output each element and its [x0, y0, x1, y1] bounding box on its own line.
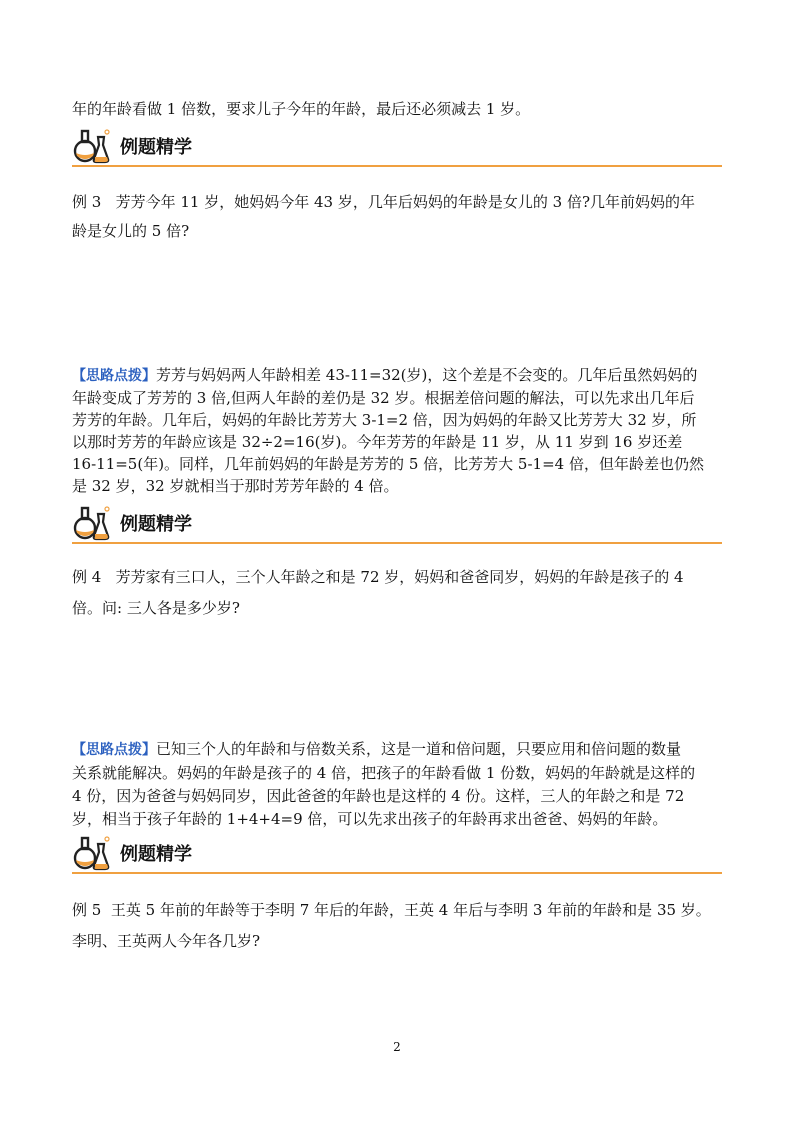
section-header	[72, 504, 722, 544]
hint-line: 岁，相当于孩子年龄的 1+4+4=9 倍，可以先求出孩子的年龄再求出爸爸、妈妈的年龄。	[72, 810, 668, 828]
section-divider	[72, 872, 722, 874]
example-5	[72, 895, 732, 957]
flask-logo-icon	[72, 834, 112, 872]
hint-label: 【思路点拨】	[72, 368, 156, 384]
section-title: 例题精学	[120, 844, 192, 865]
section-divider	[72, 542, 722, 544]
example-line: 李明、王英两人今年各几岁?	[72, 932, 261, 950]
hint-line: 以那时芳芳的年龄应该是 32÷2=16(岁)。今年芳芳的年龄是 11 岁，从 11 岁到 16 岁还差	[72, 433, 683, 451]
example-label: 例 5	[72, 901, 102, 919]
hint-4	[72, 738, 724, 831]
section-title: 例题精学	[120, 514, 192, 535]
intro-text: 年的年龄看做 1 倍数，要求儿子今年的年龄，最后还必须减去 1 岁。	[72, 100, 531, 118]
flask-logo-icon	[72, 504, 112, 542]
section-title: 例题精学	[120, 137, 192, 158]
flask-logo-icon	[72, 127, 112, 165]
hint-label: 【思路点拨】	[72, 742, 156, 758]
hint-line: 年龄变成了芳芳的 3 倍,但两人年龄的差仍是 32 岁。根据差倍问题的解法，可以先求出几年后	[72, 389, 695, 407]
section-header	[72, 127, 722, 167]
hint-line: 4 份，因为爸爸与妈妈同岁，因此爸爸的年龄也是这样的 4 份。这样，三人的年龄之和是 72	[72, 787, 685, 805]
section-header	[72, 834, 722, 874]
example-4	[72, 562, 724, 624]
hint-line: 关系就能解决。妈妈的年龄是孩子的 4 倍，把孩子的年龄看做 1 份数，妈妈的年龄就是这样的	[72, 764, 696, 782]
example-line: 龄是女儿的 5 倍?	[72, 222, 190, 240]
example-line: 芳芳家有三口人，三个人年龄之和是 72 岁，妈妈和爸爸同岁，妈妈的年龄是孩子的 4	[115, 568, 684, 586]
page-number: 2	[393, 1040, 401, 1054]
hint-line: 16-11=5(年)。同样，几年前妈妈的年龄是芳芳的 5 倍，比芳芳大 5-1=4 倍，但年龄差也仍然	[72, 455, 704, 473]
hint-line: 已知三个人的年龄和与倍数关系，这是一道和倍问题，只要应用和倍问题的数量	[156, 740, 682, 758]
example-3	[72, 188, 724, 246]
example-line: 芳芳今年 11 岁，她妈妈今年 43 岁，几年后妈妈的年龄是女儿的 3 倍?几年前妈妈的年	[115, 193, 695, 211]
example-label: 例 3	[72, 193, 102, 211]
hint-line: 芳芳与妈妈两人年龄相差 43-11=32(岁)，这个差是不会变的。几年后虽然妈妈的	[156, 366, 698, 384]
hint-line: 是 32 岁，32 岁就相当于那时芳芳年龄的 4 倍。	[72, 477, 399, 495]
section-divider	[72, 165, 722, 167]
example-line: 倍。问: 三人各是多少岁?	[72, 599, 240, 617]
example-label: 例 4	[72, 568, 102, 586]
hint-line: 芳芳的年龄。几年后，妈妈的年龄比芳芳大 3-1=2 倍，因为妈妈的年龄又比芳芳大 32 岁，所	[72, 411, 697, 429]
example-line: 王英 5 年前的年龄等于李明 7 年后的年龄，王英 4 年后与李明 3 年前的年龄和是 35 岁。	[110, 901, 711, 919]
hint-3	[72, 364, 724, 497]
